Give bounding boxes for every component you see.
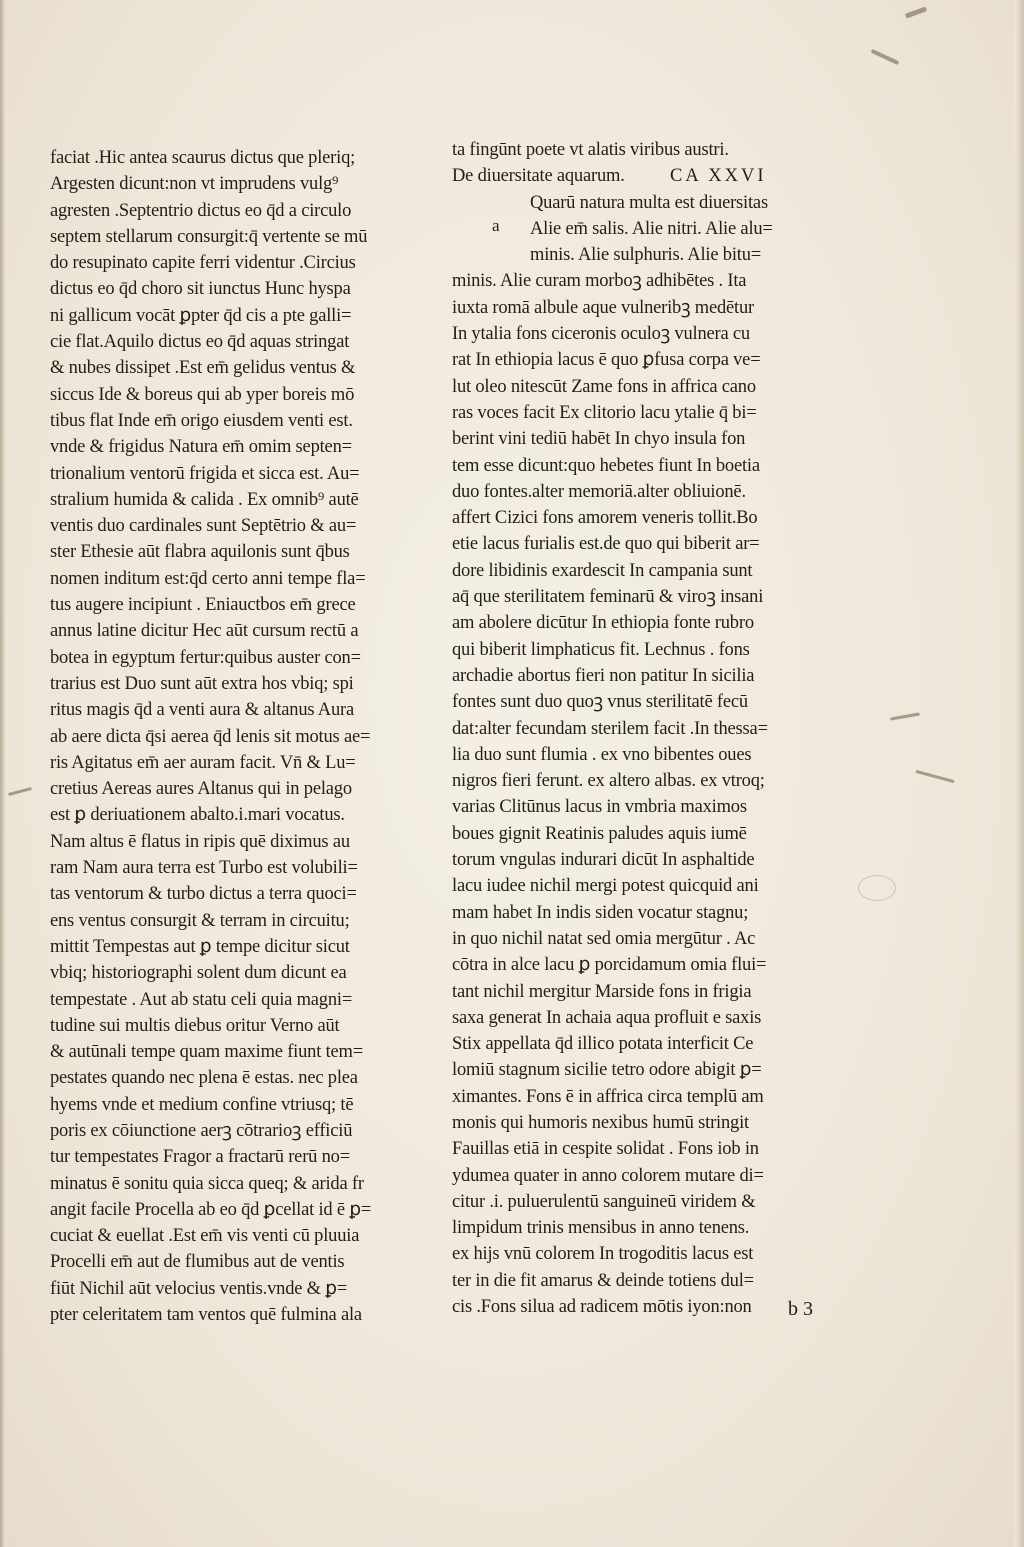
text-line: cuciat & euellat .Est em̄ vis venti cū pluuia: [50, 1226, 360, 1247]
text-line: tant nichil mergitur Marside fons in frigia: [452, 981, 752, 1002]
text-line: ta fingūnt poete vt alatis viribus austri.: [452, 140, 729, 160]
text-line: & nubes dissipet .Est em̄ gelidus ventus &: [50, 358, 356, 379]
text-line: tudine sui multis diebus oritur Verno aūt: [50, 1015, 340, 1036]
text-line: dictus eo q̄d choro sit iunctus Hunc hyspa: [50, 279, 351, 300]
ink-stain: [890, 712, 920, 720]
text-line: tempestate . Aut ab statu celi quia magni=: [50, 989, 353, 1010]
text-line: cis .Fons silua ad radicem mōtis iyon:non: [452, 1297, 752, 1318]
text-line: botea in egyptum fertur:quibus auster con=: [50, 647, 361, 668]
text-line: cie flat.Aquilo dictus eo q̄d aquas stringat: [50, 332, 350, 353]
text-line: qui biberit limphaticus fit. Lechnus . fons: [452, 639, 750, 660]
text-line: est ꝑ deriuationem abalto.i.mari vocatus.: [50, 805, 345, 826]
text-line: agresten .Septentrio dictus eo q̄d a circulo: [50, 200, 352, 221]
text-line: faciat .Hic antea scaurus dictus que pleriq;: [50, 148, 356, 168]
text-line: varias Clitūnus lacus in vmbria maximos: [452, 797, 747, 818]
text-line: ximantes. Fons ē in affrica circa templū am: [452, 1086, 764, 1107]
text-line: archadie abortus fieri non patitur In sicilia: [452, 665, 755, 686]
text-line: hyems vnde et medium confine vtriusq; tē: [50, 1094, 354, 1115]
text-line: Procelli em̄ aut de flumibus aut de ventis: [50, 1252, 345, 1273]
text-line: tur tempestates Fragor a fractarū rerū no=: [50, 1147, 350, 1168]
text-line: septem stellarum consurgit:q̄ vertente se mū: [50, 226, 368, 247]
text-line: cōtra in alce lacu ꝑ porcidamum omia flui=: [452, 955, 767, 976]
text-line: ex hijs vnū colorem In trogoditis lacus est: [452, 1244, 754, 1265]
text-line: Stix appellata q̄d illico potata interficit Ce: [452, 1034, 754, 1055]
chapter-title: De diuersitate aquarum.: [452, 166, 625, 187]
text-line: ydumea quater in anno colorem mutare di=: [452, 1165, 764, 1186]
text-line: lomiū stagnum sicilie tetro odore abigit ꝑ=: [452, 1060, 762, 1081]
text-line: siccus Ide & boreus qui ab yper boreis mō: [50, 384, 355, 405]
text-line: dore libidinis exardescit In campania sunt: [452, 560, 753, 581]
page-edge-left: [0, 0, 6, 1547]
text-line: Alie em̄ salis. Alie nitri. Alie alu=: [530, 218, 773, 239]
text-line: vbiq; historiographi solent dum dicunt ea: [50, 963, 347, 984]
text-line: pter celeritatem tam ventos quē fulmina ala: [50, 1305, 362, 1326]
text-line: trionalium ventorū frigida et sicca est. Au=: [50, 463, 360, 484]
text-line: rat In ethiopia lacus ē quo ꝑfusa corpa ve=: [452, 350, 761, 371]
ink-stain: [8, 787, 32, 796]
text-line: torum vngulas indurari dicūt In asphaltide: [452, 850, 755, 871]
text-line: do resupinato capite ferri videntur .Circius: [50, 253, 356, 274]
text-line: ter in die fit amarus & deinde totiens dul=: [452, 1270, 754, 1291]
text-line: saxa generat In achaia aqua profluit e saxis: [452, 1007, 762, 1028]
text-line: angit facile Procella ab eo q̄d ꝑcellat id ē ꝑ=: [50, 1199, 372, 1220]
text-line: ab aere dicta q̄si aerea q̄d lenis sit motus ae=: [50, 726, 371, 747]
text-line: Fauillas etiā in cespite solidat . Fons iob in: [452, 1139, 759, 1160]
text-line: in quo nichil natat sed omia mergūtur . Ac: [452, 928, 756, 949]
text-line: ris Agitatus em̄ aer auram facit. Vn̄ & Lu=: [50, 752, 356, 773]
text-line: aq̄ que sterilitatem feminarū & viroꝫ insani: [452, 587, 764, 608]
text-line: ritus magis q̄d a venti aura & altanus Aura: [50, 700, 354, 721]
text-line: ster Ethesie aūt flabra aquilonis sunt q̄bus: [50, 542, 350, 563]
text-line: berint vini tediū habēt In chyo insula fon: [452, 429, 746, 450]
text-line: cretius Aereas aures Altanus qui in pelago: [50, 779, 352, 800]
chapter-heading: [452, 163, 837, 189]
ink-stain: [871, 49, 900, 65]
left-text-column: [50, 145, 430, 1328]
text-line: nomen inditum est:q̄d certo anni tempe fla=: [50, 568, 366, 589]
ink-stain: [905, 6, 927, 18]
text-line: mam habet In indis siden vocatur stagnu;: [452, 902, 749, 923]
text-line: monis qui humoris nexibus humū stringit: [452, 1112, 749, 1133]
text-line: ens ventus consurgit & terram in circuitu;: [50, 910, 350, 931]
text-line: lacu iudee nichil mergi potest quicquid ani: [452, 876, 759, 897]
text-line: lut oleo nitescūt Zame fons in affrica cano: [452, 376, 756, 397]
text-line: pestates quando nec plena ē estas. nec plea: [50, 1068, 358, 1089]
text-line: Nam altus ē flatus in ripis quē diximus au: [50, 831, 350, 852]
text-line: annus latine dicitur Hec aūt cursum rectū a: [50, 621, 359, 642]
text-line: limpidum trinis mensibus in anno tenens.: [452, 1218, 750, 1239]
text-line: minis. Alie curam morboꝫ adhibētes . Ita: [452, 271, 747, 292]
text-line: ni gallicum vocāt ꝑpter q̄d cis a pte galli=: [50, 305, 352, 326]
text-line: iuxta romā albule aque vulneribꝫ medētur: [452, 297, 754, 318]
text-line: trarius est Duo sunt aūt extra hos vbiq; spi: [50, 673, 354, 694]
text-line: fiūt Nichil aūt velocius ventis.vnde & ꝑ=: [50, 1278, 348, 1299]
text-line: dat:alter fecundam sterilem facit .In thessa=: [452, 718, 768, 739]
right-text-column: [452, 137, 837, 1320]
page-edge-right: [1014, 0, 1024, 1547]
text-line: etie lacus furialis est.de quo qui biberit ar=: [452, 534, 760, 555]
chapter-number: CA XXVI: [670, 166, 767, 187]
text-line: lia duo sunt flumia . ex vno bibentes oues: [452, 744, 752, 765]
text-line: affert Cizici fons amorem veneris tollit.Bo: [452, 508, 758, 529]
guide-letter: a: [492, 215, 500, 235]
library-stamp: [858, 875, 896, 901]
text-line: duo fontes.alter memoriā.alter obliuionē.: [452, 481, 746, 502]
text-line: Argesten dicunt:non vt imprudens vulg⁹: [50, 174, 339, 195]
text-line: tus augere incipiunt . Eniauctbos em̄ grece: [50, 595, 356, 616]
text-line: tibus flat Inde em̄ origo eiusdem venti est.: [50, 410, 353, 431]
text-line: ras voces facit Ex clitorio lacu ytalie q̄ bi=: [452, 402, 757, 423]
text-line: In ytalia fons ciceronis oculoꝫ vulnera cu: [452, 324, 750, 345]
text-line: minis. Alie sulphuris. Alie bitu=: [530, 245, 761, 266]
text-line: boues gignit Reatinis paludes aquis iumē: [452, 823, 747, 844]
text-line: stralium humida & calida . Ex omnib⁹ autē: [50, 489, 359, 510]
text-line: ventis duo cardinales sunt Septētrio & au=: [50, 516, 357, 537]
text-line: am abolere dicūtur In ethiopia fonte rubro: [452, 613, 754, 634]
text-line: mittit Tempestas aut ꝑ tempe dicitur sicut: [50, 936, 350, 957]
text-line: minatus ē sonitu quia sicca queq; & arida fr: [50, 1173, 364, 1194]
text-line: vnde & frigidus Natura em̄ omim septen=: [50, 437, 352, 458]
signature-mark: b 3: [788, 1298, 813, 1320]
text-line: ram Nam aura terra est Turbo est volubili=: [50, 858, 358, 879]
text-line: tem esse dicunt:quo hebetes fiunt In boetia: [452, 455, 760, 476]
ink-stain: [915, 770, 954, 783]
text-line: fontes sunt duo quoꝫ vnus sterilitatē fecū: [452, 692, 748, 713]
text-line: & autūnali tempe quam maxime fiunt tem=: [50, 1042, 363, 1063]
text-line: tas ventorum & turbo dictus a terra quoci=: [50, 884, 357, 905]
text-line: poris ex cōiunctione aerꝫ cōtrarioꝫ efficiū: [50, 1120, 353, 1141]
text-line: Quarū natura multa est diuersitas: [530, 192, 768, 213]
text-line: citur .i. puluerulentū sanguineū viridem &: [452, 1191, 756, 1212]
text-line: nigros fieri ferunt. ex altero albas. ex vtroq;: [452, 771, 765, 792]
